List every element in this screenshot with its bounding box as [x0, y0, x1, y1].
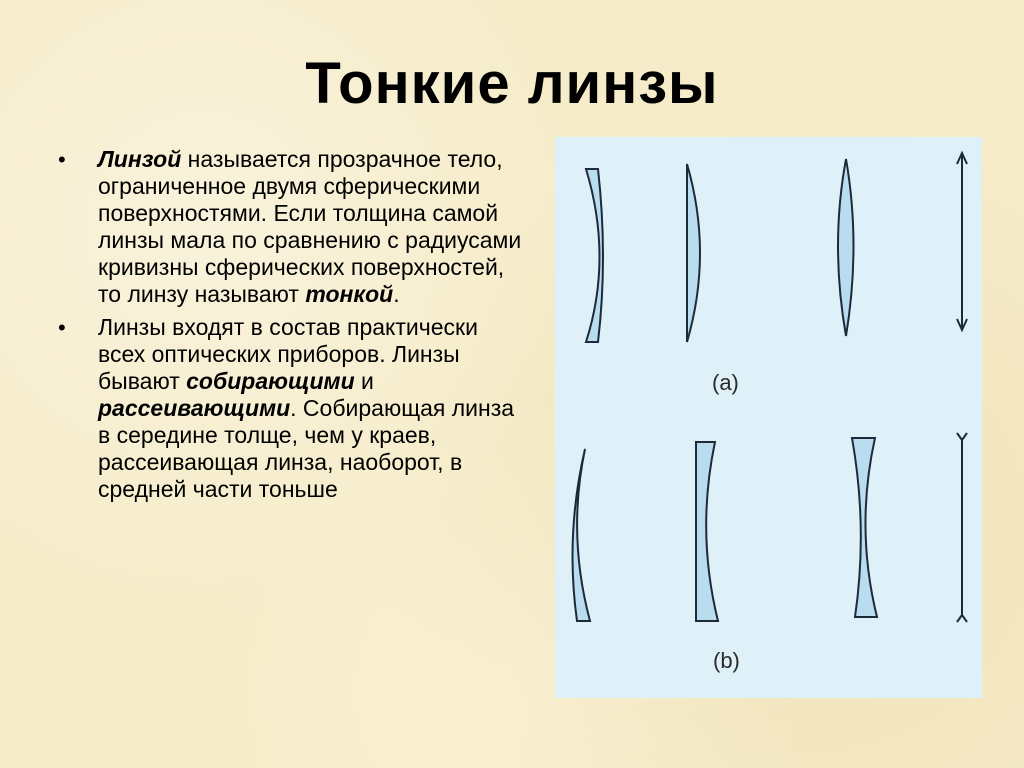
term-rasseivayushchimi: рассеивающими: [98, 395, 291, 421]
lens-a2-plano-convex-icon: [687, 164, 700, 342]
lens-figure: [555, 137, 982, 698]
lens-b1-negative-meniscus-icon: [573, 449, 591, 621]
bullet-dot-icon: •: [58, 147, 66, 172]
definition-tail: .: [393, 281, 400, 307]
bullet-item-types: [58, 314, 528, 503]
text-content: [58, 146, 528, 509]
types-text-2: и: [354, 368, 374, 394]
bullet-item-definition: [58, 146, 528, 308]
types-text-1: Линзы входят в состав практически всех оптических приборов. Линзы бывают: [98, 314, 478, 394]
term-tonkoy: тонкой: [305, 281, 394, 307]
lens-diagram: [555, 137, 982, 698]
lens-a3-biconvex-icon: [838, 159, 854, 336]
lens-b3-biconcave-icon: [852, 438, 877, 617]
term-sobirayushchimi: собирающими: [186, 368, 355, 394]
figure-label-b: (b): [713, 648, 740, 673]
lens-a1-positive-meniscus-icon: [586, 169, 603, 342]
term-linza: Линзой: [98, 146, 182, 172]
slide-title: Тонкие линзы: [305, 51, 719, 116]
bullet-dot-icon: •: [58, 315, 66, 340]
definition-text: называется прозрачное тело, ограниченное двумя сферическими поверхностями. Если толщина самой линзы мала по сравнению с радиусами кривизны сферических поверхностей, то линзу называют: [98, 146, 522, 307]
lens-b2-plano-concave-icon: [696, 442, 718, 621]
figure-label-a: (a): [712, 370, 739, 395]
types-text-3: . Собирающая линза в середине толще, чем у краев, рассеивающая линза, наоборот, в средней части тоньше: [98, 395, 515, 502]
